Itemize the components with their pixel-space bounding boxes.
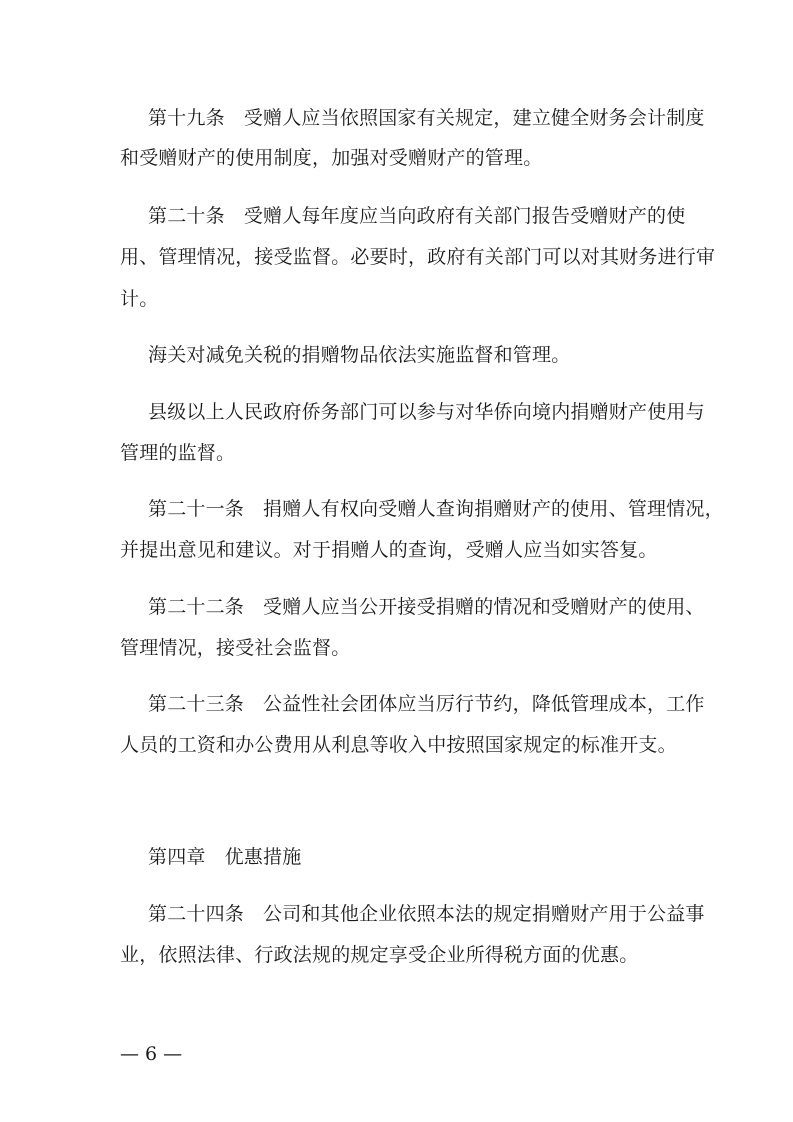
article-20-line-3: 计。 (120, 288, 159, 310)
article-21-line-2: 并提出意见和建议。对于捐赠人的查询，受赠人应当如实答复。 (120, 539, 658, 561)
article-23-line-2: 人员的工资和办公费用从利息等收入中按照国家规定的标准开支。 (120, 734, 677, 756)
article-text: 受赠人应当依照国家有关规定，建立健全财务会计制度 (243, 107, 705, 129)
article-text: 受赠人应当公开接受捐赠的情况和受赠财产的使用、 (263, 596, 705, 618)
article-text: 捐赠人有权向受赠人查询捐赠财产的使用、管理情况， (263, 498, 724, 520)
article-19-line-1 (148, 106, 705, 130)
article-19-line-2: 和受赠财产的使用制度，加强对受赠财产的管理。 (120, 147, 543, 169)
article-number: 第二十一条 (148, 498, 245, 520)
chapter-title: 优惠措施 (224, 846, 302, 868)
article-text: 受赠人每年度应当向政府有关部门报告受赠财产的使 (243, 205, 686, 227)
chapter-number: 第四章 (148, 846, 206, 868)
article-22-line-2: 管理情况，接受社会监督。 (120, 637, 351, 659)
article-number: 第二十三条 (148, 693, 245, 715)
article-text: 公益性社会团体应当厉行节约，降低管理成本，工作 (263, 693, 705, 715)
article-text: 公司和其他企业依照本法的规定捐赠财产用于公益事 (263, 903, 705, 925)
article-20-line-2: 用、管理情况，接受监督。必要时，政府有关部门可以对其财务进行审 (120, 246, 716, 268)
article-23-line-1 (148, 692, 705, 716)
article-20-paragraph-2: 海关对减免关税的捐赠物品依法实施监督和管理。 (148, 344, 571, 366)
article-24-line-2: 业，依照法律、行政法规的规定享受企业所得税方面的优惠。 (120, 944, 639, 966)
page-number: — 6 — (120, 1043, 183, 1065)
article-number: 第十九条 (148, 107, 225, 129)
article-22-line-1 (148, 595, 705, 619)
article-number: 第二十二条 (148, 596, 245, 618)
article-number: 第二十四条 (148, 903, 245, 925)
chapter-heading (148, 845, 301, 869)
article-20-paragraph-3-line-2: 管理的监督。 (120, 442, 236, 464)
article-21-line-1 (148, 497, 724, 521)
article-number: 第二十条 (148, 205, 225, 227)
article-20-paragraph-3-line-1: 县级以上人民政府侨务部门可以参与对华侨向境内捐赠财产使用与 (148, 401, 705, 423)
article-24-line-1 (148, 902, 705, 926)
article-20-line-1 (148, 204, 685, 228)
